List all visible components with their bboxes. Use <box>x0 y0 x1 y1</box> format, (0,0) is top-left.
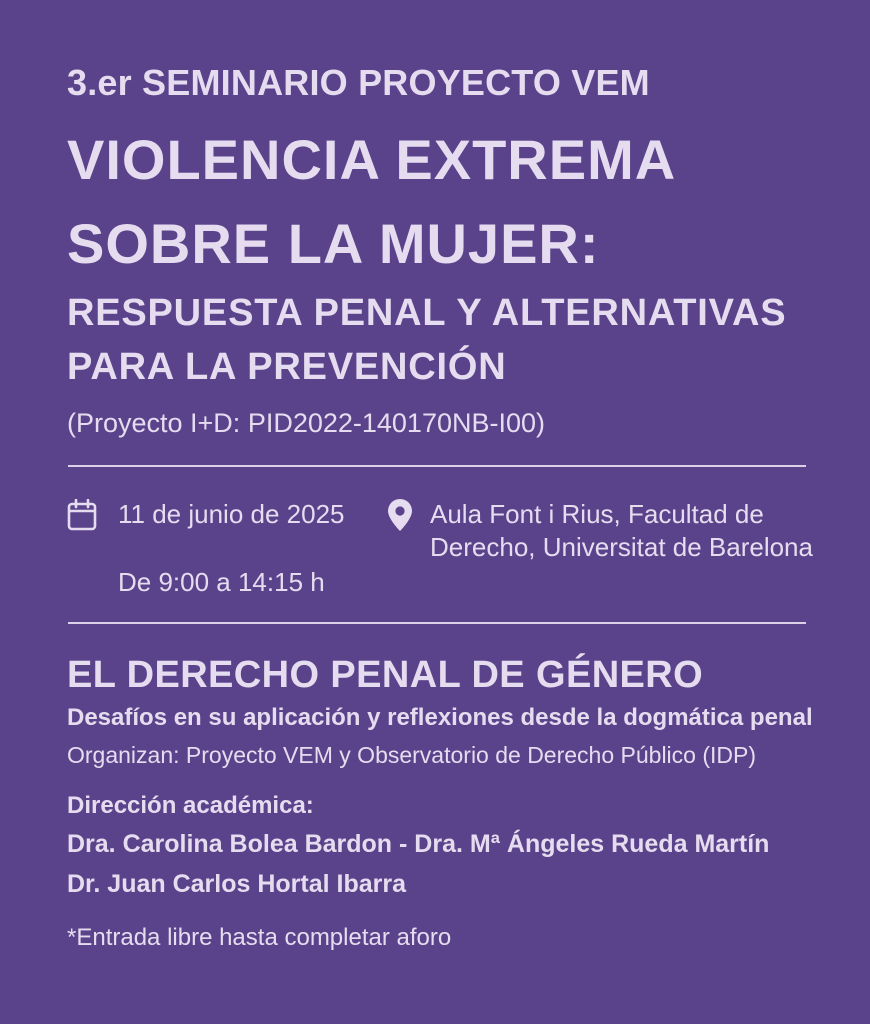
divider-bottom <box>68 622 806 624</box>
event-date: 11 de junio de 2025 <box>118 499 345 529</box>
subtitle-line-1: RESPUESTA PENAL Y ALTERNATIVAS <box>67 292 787 334</box>
calendar-icon <box>67 499 97 531</box>
subtitle-line-2: PARA LA PREVENCIÓN <box>67 346 507 388</box>
event-location-line-1: Aula Font i Rius, Facultad de <box>430 499 764 529</box>
title-line-1: VIOLENCIA EXTREMA <box>67 128 677 191</box>
section-subtitle: Desafíos en su aplicación y reflexiones desde la dogmática penal <box>67 704 813 731</box>
seminar-kicker: 3.er SEMINARIO PROYECTO VEM <box>67 62 650 103</box>
entry-note: *Entrada libre hasta completar aforo <box>67 924 452 951</box>
organizers: Organizan: Proyecto VEM y Observatorio de Derecho Público (IDP) <box>67 742 757 768</box>
title-line-2: SOBRE LA MUJER: <box>67 212 600 275</box>
map-pin-icon <box>387 498 413 532</box>
direction-line-1: Dra. Carolina Bolea Bardon - Dra. Mª Ángeles Rueda Martín <box>67 830 770 858</box>
project-code: (Proyecto I+D: PID2022-140170NB-I00) <box>67 408 545 438</box>
event-time: De 9:00 a 14:15 h <box>118 567 325 597</box>
direction-heading: Dirección académica: <box>67 792 314 819</box>
event-location-line-2: Derecho, Universitat de Barelona <box>430 532 813 562</box>
divider-top <box>68 465 806 467</box>
direction-line-2: Dr. Juan Carlos Hortal Ibarra <box>67 870 407 898</box>
section-title: EL DERECHO PENAL DE GÉNERO <box>67 654 704 696</box>
